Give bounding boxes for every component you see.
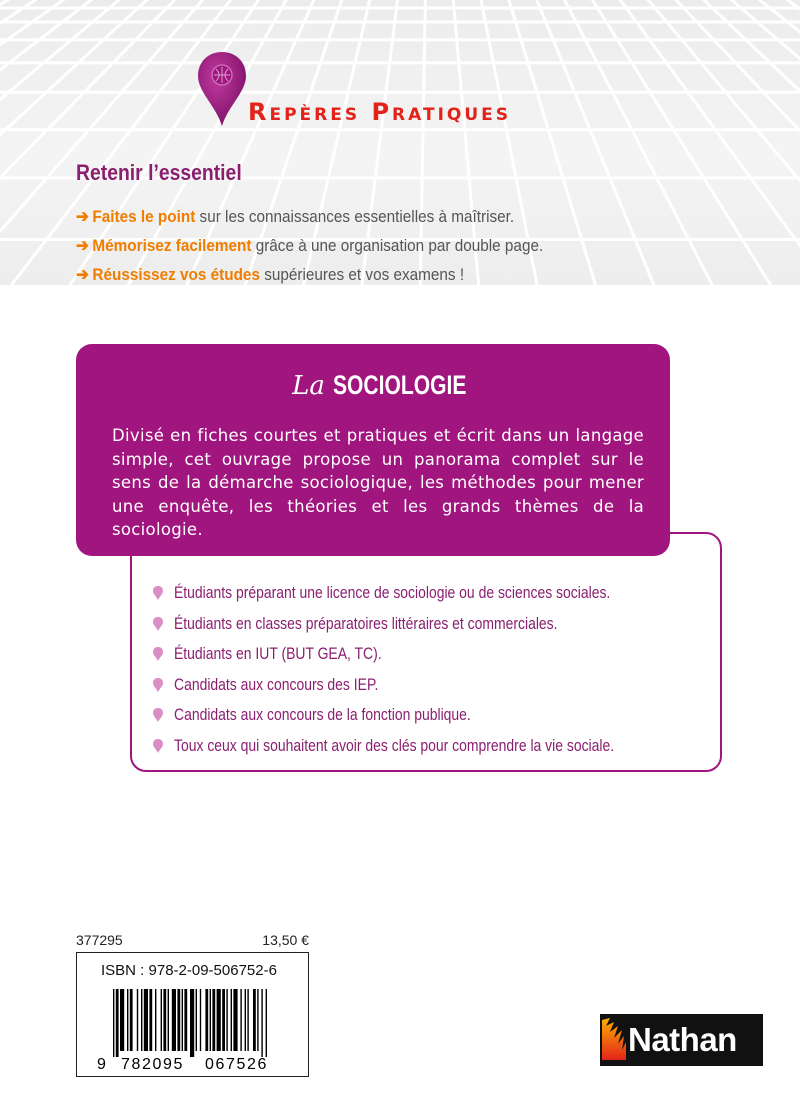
drop-bullet-icon	[152, 677, 164, 693]
drop-bullet-icon	[152, 707, 164, 723]
barcode-bar	[240, 989, 241, 1051]
drop-bullet-icon	[152, 585, 164, 601]
audience-item	[152, 641, 711, 672]
key-point-text: supérieures et vos examens !	[259, 265, 465, 284]
barcode-bar	[144, 989, 148, 1051]
audience-text: Candidats aux concours des IEP.	[174, 674, 379, 694]
barcode-bar	[247, 989, 248, 1051]
audience-text: Étudiants préparant une licence de sociologie ou de sciences sociales.	[174, 583, 611, 602]
barcode-bar	[257, 989, 258, 1051]
barcode-bar	[163, 989, 166, 1051]
publisher-name: Nathan	[628, 1021, 737, 1058]
publisher-logo	[600, 1014, 763, 1066]
audience-text: Candidats aux concours de la fonction publique.	[174, 705, 471, 724]
barcode-bar	[182, 989, 183, 1051]
drop-bullet-icon	[152, 616, 164, 632]
description-box	[76, 344, 670, 556]
barcode-bar	[253, 989, 256, 1051]
key-point	[76, 202, 652, 231]
price: 13,50 €	[262, 932, 309, 948]
barcode-bar	[184, 989, 187, 1051]
barcode-bar	[116, 989, 119, 1057]
barcode-bar	[212, 989, 215, 1051]
barcode-bar	[155, 989, 156, 1051]
barcode-bar	[149, 989, 152, 1051]
barcode-bar	[120, 989, 124, 1051]
barcode-group-2: 067526	[205, 1056, 268, 1073]
barcode-bar	[168, 989, 169, 1051]
key-point-highlight: Faites le point	[92, 207, 196, 226]
book-title-prefix: La	[292, 371, 325, 401]
barcode	[77, 953, 310, 1078]
audience-item	[152, 672, 711, 703]
audience-text: Étudiants en IUT (BUT GEA, TC).	[174, 644, 382, 663]
key-point	[76, 231, 652, 260]
book-description: Divisé en fiches courtes et pratiques et écrit dans un langage simple, cet ouvrage propose un panorama complet sur le sens de la démarche sociologique, les méthodes pour mener une enquête, les théories et les grands thèmes de la sociologie.	[112, 426, 644, 539]
section-subtitle: Retenir l’essentiel	[76, 160, 242, 185]
key-point	[76, 260, 652, 289]
key-point-text: grâce à une organisation par double page.	[251, 236, 544, 255]
series-title: Repères Pratiques	[248, 98, 512, 126]
arrow-icon: ➔	[76, 265, 89, 284]
barcode-bar	[190, 989, 194, 1057]
barcode-bar	[172, 989, 176, 1051]
key-point-text: sur les connaissances essentielles à maîtriser.	[195, 207, 515, 226]
barcode-group-1: 782095	[121, 1056, 184, 1073]
location-pin-icon	[196, 50, 248, 128]
barcode-bar	[231, 989, 232, 1051]
audience-text: Étudiants en classes préparatoires littéraires et commerciales.	[174, 613, 558, 633]
barcode-bar	[130, 989, 133, 1051]
barcode-bar	[210, 989, 211, 1051]
arrow-icon: ➔	[76, 236, 89, 255]
barcode-bar	[266, 989, 267, 1057]
arrow-icon: ➔	[76, 207, 89, 226]
drop-bullet-icon	[152, 646, 164, 662]
audience-item	[152, 733, 711, 764]
barcode-bar	[245, 989, 246, 1051]
barcode-bar	[200, 989, 201, 1051]
audience-item	[152, 580, 711, 611]
key-points-list	[76, 202, 716, 289]
barcode-bar	[141, 989, 142, 1051]
isbn-label: ISBN : 978-2-09-506752-6	[101, 962, 277, 979]
barcode-bar	[222, 989, 225, 1051]
audience-list	[152, 580, 711, 763]
barcode-bar	[205, 989, 208, 1051]
drop-bullet-icon	[152, 738, 164, 754]
barcode-bar	[261, 989, 262, 1057]
audience-text: Toux ceux qui souhaitent avoir des clés pour comprendre la vie sociale.	[174, 735, 615, 755]
book-title-main: SOCIOLOGIE	[332, 370, 467, 400]
product-code: 377295	[76, 932, 123, 948]
barcode-bar	[226, 989, 227, 1051]
barcode-bar	[127, 989, 128, 1051]
barcode-bar	[137, 989, 138, 1051]
key-point-highlight: Réussissez vos études	[92, 265, 260, 284]
barcode-bar	[217, 989, 221, 1051]
barcode-bar	[177, 989, 180, 1051]
barcode-box	[76, 952, 309, 1077]
barcode-bar	[196, 989, 197, 1051]
barcode-bar	[233, 989, 237, 1051]
logo-flame-icon	[600, 1014, 630, 1066]
barcode-bar	[113, 989, 114, 1057]
product-info	[76, 932, 309, 948]
book-title	[112, 370, 644, 410]
key-point-highlight: Mémorisez facilement	[92, 236, 252, 255]
barcode-bar	[161, 989, 162, 1051]
audience-item	[152, 611, 711, 642]
audience-item	[152, 702, 711, 733]
barcode-first-digit: 9	[97, 1056, 106, 1073]
